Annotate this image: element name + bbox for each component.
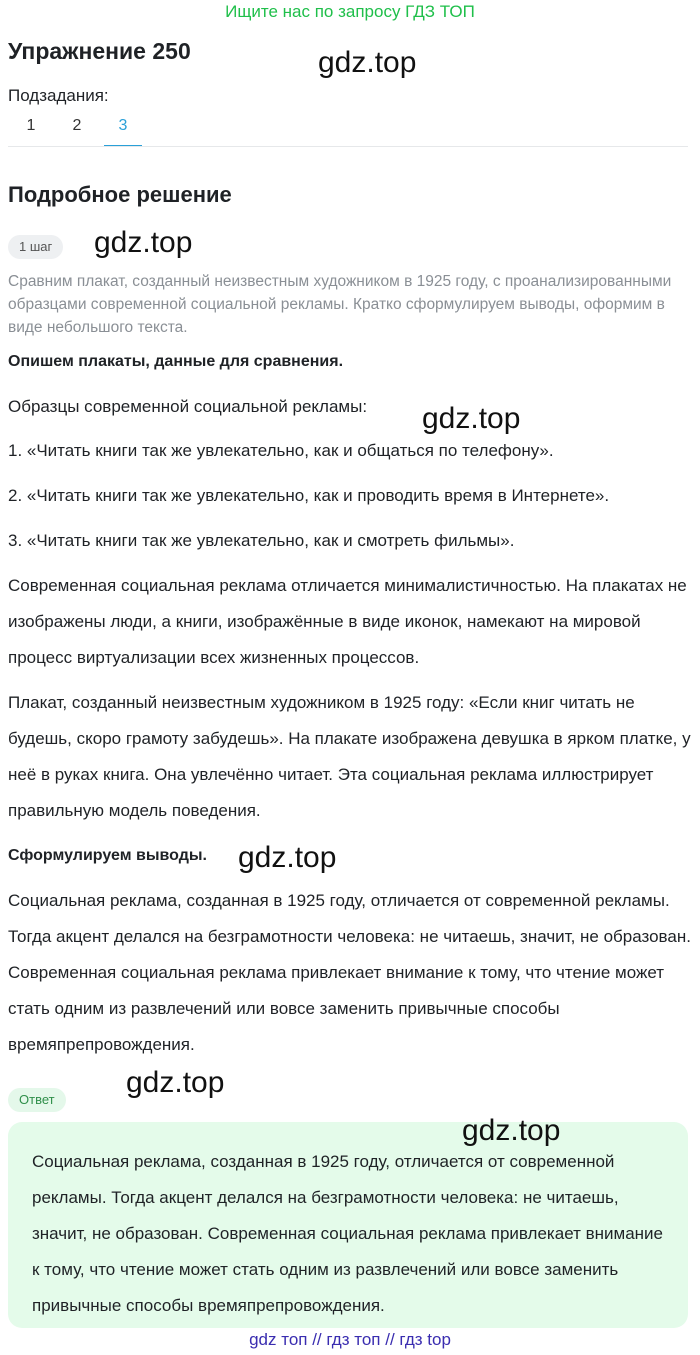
conclusions-heading: Сформулируем выводы. (8, 847, 207, 864)
watermark: gdz.top (462, 1114, 561, 1147)
describe-heading: Опишем плакаты, данные для сравнения. (8, 353, 344, 370)
answer-box (8, 1122, 688, 1328)
poster-description: Плакат, созданный неизвестным художником в 1925 году: «Если книг читать не будешь, скоро грамоту забудешь». На плакате изображена девушка в ярком платке, у неё в руках книга. Она увлечённо читает. Эта социальная реклама иллюстрирует правильную модель поведения. (8, 693, 691, 820)
tab-subtask-1[interactable]: 1 (26, 117, 36, 134)
subtasks-label: Подзадания: (8, 86, 109, 105)
sample-1: 1. «Читать книги так же увлекательно, как и общаться по телефону». (8, 441, 554, 460)
footer-links[interactable]: gdz топ // гдз топ // гдз top (249, 1330, 451, 1349)
watermark: gdz.top (238, 841, 337, 874)
tab-subtask-3[interactable]: 3 (100, 110, 146, 147)
conclusions-text: Социальная реклама, созданная в 1925 году, отличается от современной рекламы. Тогда акцент делался на безграмотности человека: не читаешь, значит, не образован. Современная социальная реклама привлекает внимание к тому, что чтение может стать одним из развлечений или вовсе заменить привычные способы времяпрепровождения. (8, 891, 691, 1054)
tab-subtask-2[interactable]: 2 (72, 117, 82, 134)
sample-2: 2. «Читать книги так же увлекательно, как и проводить время в Интернете». (8, 486, 610, 505)
page-title: Упражнение 250 (8, 38, 191, 64)
watermark: gdz.top (94, 226, 193, 259)
answer-badge: Ответ (8, 1088, 66, 1112)
subtask-tabs (8, 110, 146, 147)
sample-3: 3. «Читать книги так же увлекательно, как и смотреть фильмы». (8, 531, 515, 550)
watermark: gdz.top (422, 402, 521, 435)
step-description: Сравним плакат, созданный неизвестным художником в 1925 году, с проанализированными образцами современной социальной рекламы. Кратко сформулируем выводы, оформим в виде небольшого текста. (8, 273, 672, 336)
promo-banner[interactable]: Ищите нас по запросу ГДЗ ТОП (225, 2, 475, 21)
samples-intro: Образцы современной социальной рекламы: (8, 397, 368, 416)
step-badge: 1 шаг (8, 235, 63, 259)
answer-text: Социальная реклама, созданная в 1925 году, отличается от современной рекламы. Тогда акцент делался на безграмотности человека: не читаешь, значит, не образован. Современная социальная реклама привлекает внимание к тому, что чтение может стать одним из развлечений или вовсе заменить привычные способы времяпрепровождения. (32, 1152, 663, 1315)
divider (8, 146, 688, 147)
watermark: gdz.top (126, 1066, 225, 1099)
modern-ads-description: Современная социальная реклама отличается минималистичностью. На плакатах не изображены люди, а книги, изображённые в виде иконок, намекают на мировой процесс виртуализации всех жизненных процессов. (8, 576, 687, 667)
solution-heading: Подробное решение (8, 182, 232, 207)
watermark: gdz.top (318, 46, 417, 79)
